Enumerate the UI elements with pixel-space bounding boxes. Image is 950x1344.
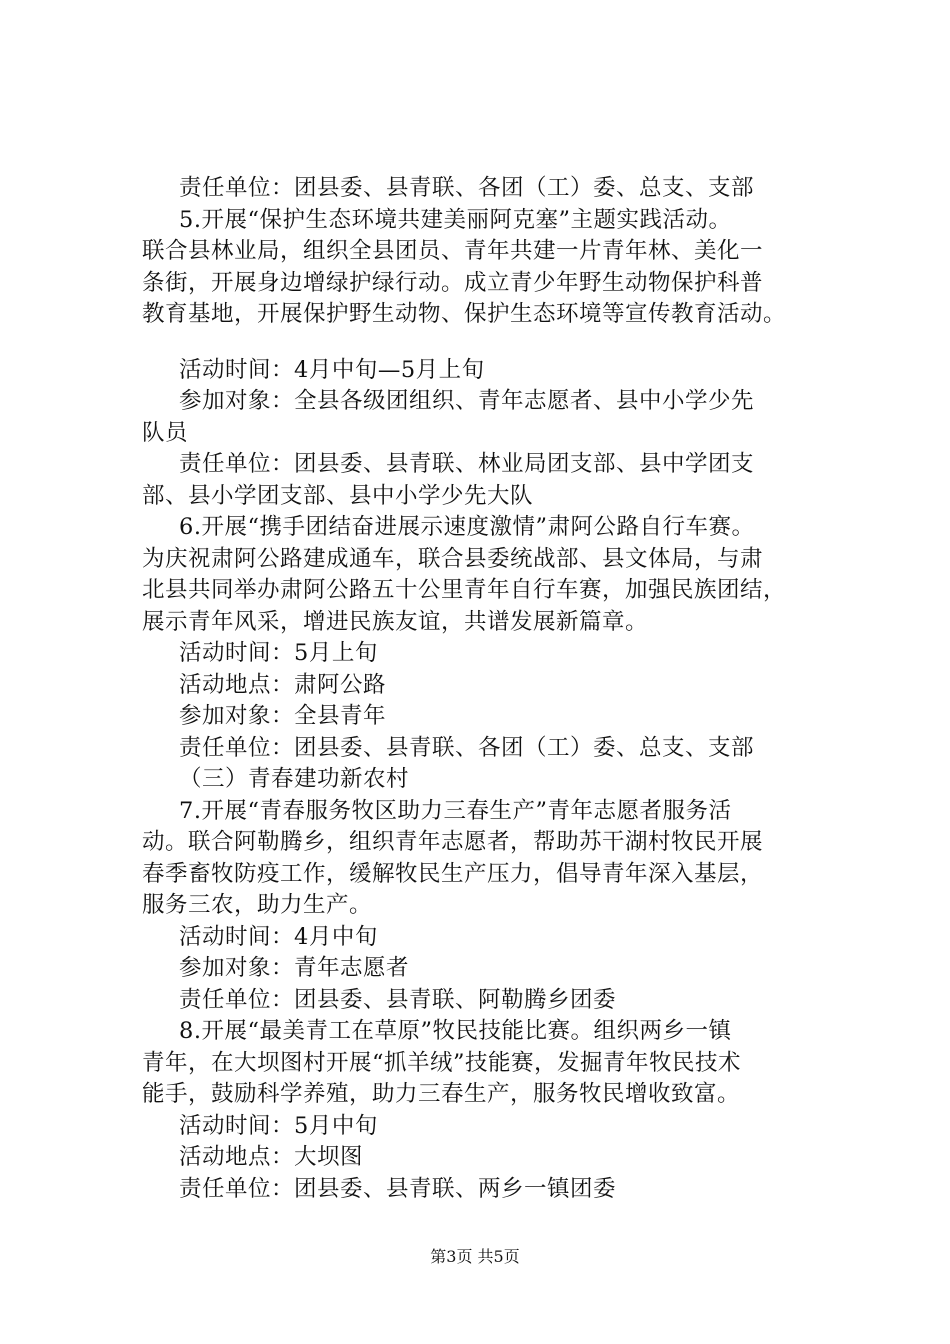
text-line: 8.开展“最美青工在草原”牧民技能比赛。组织两乡一镇 <box>179 1018 732 1044</box>
text-line: 活动地点：大坝图 <box>179 1144 364 1170</box>
text-line: 联合县林业局，组织全县团员、青年共建一片青年林、美化一 <box>142 238 764 264</box>
document-body <box>142 173 842 1205</box>
text-line: 春季畜牧防疫工作，缓解牧民生产压力，倡导青年深入基层， <box>142 860 764 887</box>
text-line: 活动时间：4月中旬 <box>179 923 378 950</box>
text-line: 责任单位：团县委、县青联、两乡一镇团委 <box>179 1175 617 1202</box>
text-line: 责任单位：团县委、县青联、各团（工）委、总支、支部 <box>179 175 755 201</box>
text-line: 队员 <box>142 419 189 446</box>
text-line: 活动地点：肃阿公路 <box>179 671 387 698</box>
text-line: 北县共同举办肃阿公路五十公里青年自行车赛，加强民族团结， <box>142 577 787 603</box>
text-line: 责任单位：团县委、县青联、阿勒腾乡团委 <box>179 986 617 1013</box>
text-line: 青年，在大坝图村开展“抓羊绒”技能赛，发掘青年牧民技术 <box>142 1049 742 1076</box>
paragraph-gap <box>142 331 842 355</box>
text-line: 责任单位：团县委、县青联、林业局团支部、县中学团支 <box>179 451 755 477</box>
text-line: 条街，开展身边增绿护绿行动。成立青少年野生动物保护科普 <box>142 269 764 296</box>
text-line: 动。联合阿勒腾乡，组织青年志愿者，帮助苏干湖村牧民开展 <box>142 829 764 855</box>
text-line: 为庆祝肃阿公路建成通车，联合县委统战部、县文体局，与肃 <box>142 545 764 572</box>
text-line: 服务三农，助力生产。 <box>142 892 373 918</box>
text-line: 参加对象：青年志愿者 <box>179 955 410 981</box>
text-line: 参加对象：全县青年 <box>179 703 387 729</box>
text-line: 部、县小学团支部、县中小学少先大队 <box>142 482 534 509</box>
text-line: 责任单位：团县委、县青联、各团（工）委、总支、支部 <box>179 734 755 761</box>
text-line: 活动时间：5月上旬 <box>179 640 378 666</box>
text-line: 展示青年风采，增进民族友谊，共谱发展新篇章。 <box>142 608 649 635</box>
text-line: 活动时间：5月中旬 <box>179 1112 378 1139</box>
page-number-footer: 第3页 共5页 <box>430 1247 520 1266</box>
text-line: 能手，鼓励科学养殖，助力三春生产，服务牧民增收致富。 <box>142 1081 741 1107</box>
section-heading: （三）青春建功新农村 <box>179 766 410 792</box>
text-line: 5.开展“保护生态环境共建美丽阿克塞”主题实践活动。 <box>179 206 732 233</box>
text-line: 参加对象：全县各级团组织、青年志愿者、县中小学少先 <box>179 388 755 414</box>
text-line: 活动时间：4月中旬—5月上旬 <box>179 356 485 383</box>
text-line: 7.开展“青春服务牧区助力三春生产”青年志愿者服务活 <box>179 797 732 824</box>
text-line: 教育基地，开展保护野生动物、保护生态环境等宣传教育活动。 <box>142 301 787 327</box>
text-line: 6.开展“携手团结奋进展示速度激情”肃阿公路自行车赛。 <box>179 514 755 540</box>
